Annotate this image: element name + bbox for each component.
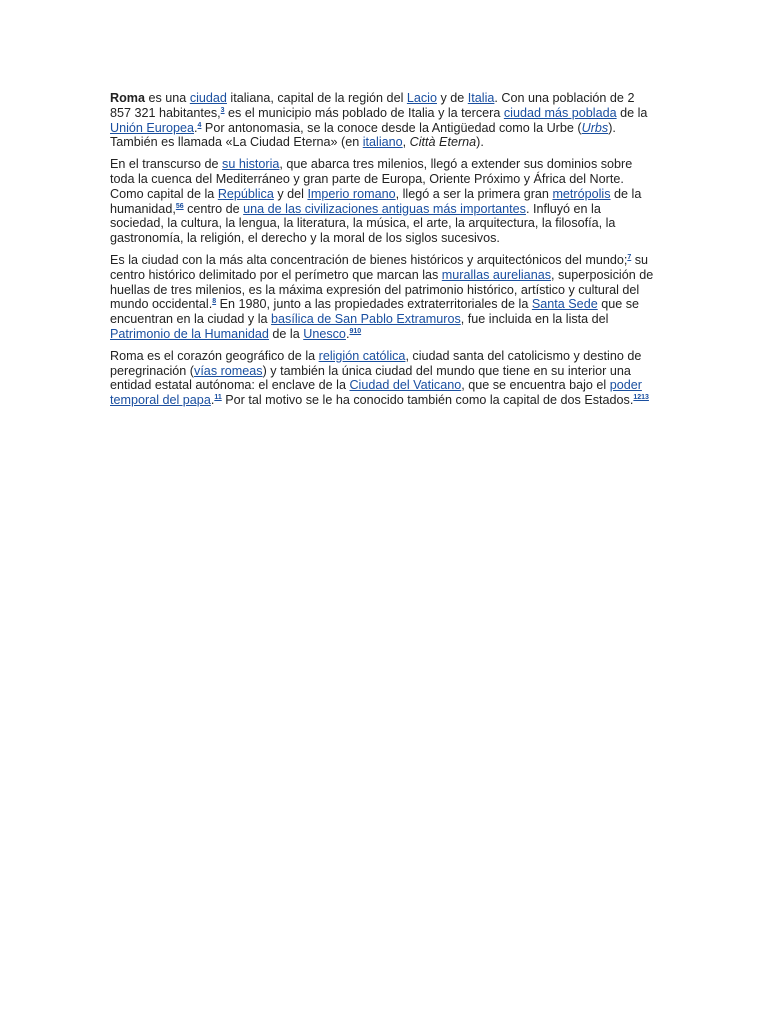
reference-link-3[interactable]: 3 <box>220 106 225 114</box>
link-metropolis[interactable]: metrópolis <box>552 186 611 201</box>
text: italiana, capital de la región del <box>226 91 407 105</box>
reference <box>349 328 361 335</box>
link-urbs[interactable]: Urbs <box>581 120 609 135</box>
text: su centro histórico delimitado por el perímetro que marcan las <box>110 252 649 282</box>
text: , ciudad santa del catolicismo y destino de peregrinación ( <box>110 348 642 378</box>
text: ) y también la única ciudad del mundo que tiene en su interior una entidad estatal autónoma: el enclave de la <box>110 363 631 393</box>
text: y del <box>273 186 308 201</box>
link-italiano[interactable]: italiano <box>362 135 403 150</box>
link-murallas-aurelianas[interactable]: murallas aurelianas <box>441 267 551 282</box>
link-republica[interactable]: República <box>217 186 274 201</box>
text: y de <box>436 91 468 105</box>
link-poder-temporal[interactable]: poder temporal del papa <box>110 378 642 408</box>
text: ). También es llamada «La Ciudad Eterna» (en <box>110 120 616 150</box>
link-ciudad[interactable]: ciudad <box>189 91 227 105</box>
text: En 1980, junto a las propiedades extraterritoriales de la <box>216 297 532 312</box>
paragraph-history <box>110 157 655 246</box>
text: . <box>210 393 215 408</box>
text: , que se encuentra bajo el <box>461 378 610 393</box>
text: , superposición de huellas de tres milenios, es la máxima expresión del patrimonio histórico, artístico y cultural del mundo occidental. <box>110 267 654 312</box>
text: centro de <box>183 201 244 216</box>
reference <box>633 394 649 401</box>
link-unesco[interactable]: Unesco <box>303 326 346 341</box>
reference-link-56[interactable]: 56 <box>175 202 184 210</box>
text: ). <box>476 135 484 150</box>
reference-link-8[interactable]: 8 <box>212 298 217 306</box>
text: , <box>402 135 410 150</box>
text: . Influyó en la sociedad, la cultura, la lengua, la literatura, la música, el arte, la arquitectura, la filosofía, la gastronomía, la religión, el derecho y la moral de los siglos sucesivos. <box>110 201 616 246</box>
text: es una <box>145 91 190 105</box>
text: . <box>194 120 198 135</box>
link-union-europea[interactable]: Unión Europea <box>110 120 195 135</box>
paragraph-heritage <box>110 253 655 342</box>
article-body <box>110 91 655 415</box>
reference-link-11[interactable]: 11 <box>214 394 222 402</box>
link-ciudad-del-vaticano[interactable]: Ciudad del Vaticano <box>349 378 462 393</box>
text: , fue incluida en la lista del <box>460 312 609 327</box>
link-basilica-san-pablo[interactable]: basílica de San Pablo Extramuros <box>271 312 461 327</box>
text: , que abarca tres milenios, llegó a extender sus dominios sobre toda la cuenca del Mediterráneo y gran parte de Europa, Oriente Próximo y África del Norte. Como capital de la <box>110 157 633 201</box>
text: de la <box>268 326 304 341</box>
link-vias-romeas[interactable]: vías romeas <box>194 363 263 378</box>
link-italia[interactable]: Italia <box>467 91 495 105</box>
text: , llegó a ser la primera gran <box>395 186 553 201</box>
text: Roma es el corazón geográfico de la <box>110 348 319 363</box>
text: . Con una población de 2 857 321 habitantes, <box>110 91 635 120</box>
text: En el transcurso de <box>110 157 223 172</box>
text: Por tal motivo se le ha conocido también como la capital de dos Estados. <box>221 393 634 408</box>
link-su-historia[interactable]: su historia <box>222 157 280 172</box>
link-religion-catolica[interactable]: religión católica <box>318 348 406 363</box>
paragraph-religion <box>110 349 655 408</box>
link-lacio[interactable]: Lacio <box>406 91 437 105</box>
text: Por antonomasia, se la conoce desde la Antigüedad como la Urbe ( <box>201 120 582 135</box>
article-title-word: Roma <box>110 91 145 105</box>
link-ciudad-mas-poblada[interactable]: ciudad más poblada <box>503 105 617 120</box>
reference-link-7[interactable]: 7 <box>627 253 632 261</box>
reference <box>176 203 184 210</box>
text: es el municipio más poblado de Italia y la tercera <box>224 105 504 120</box>
link-imperio-romano[interactable]: Imperio romano <box>307 186 396 201</box>
link-civilizaciones-antiguas[interactable]: una de las civilizaciones antiguas más importantes <box>243 201 526 216</box>
text: . <box>345 326 350 341</box>
text: que se encuentran en la ciudad y la <box>110 297 640 327</box>
text: Es la ciudad con la más alta concentración de bienes históricos y arquitectónicos del mundo; <box>110 252 628 267</box>
reference-link-4[interactable]: 4 <box>197 121 202 129</box>
italic-citta-eterna: Città Eterna <box>409 135 477 150</box>
reference <box>214 394 221 401</box>
reference-link-910[interactable]: 910 <box>349 327 362 335</box>
text: de la humanidad, <box>110 186 642 216</box>
paragraph-intro <box>110 91 655 150</box>
reference-link-1213[interactable]: 1213 <box>633 394 649 402</box>
text: de la <box>616 105 648 120</box>
link-patrimonio-humanidad[interactable]: Patrimonio de la Humanidad <box>110 326 269 341</box>
link-santa-sede[interactable]: Santa Sede <box>531 297 598 312</box>
